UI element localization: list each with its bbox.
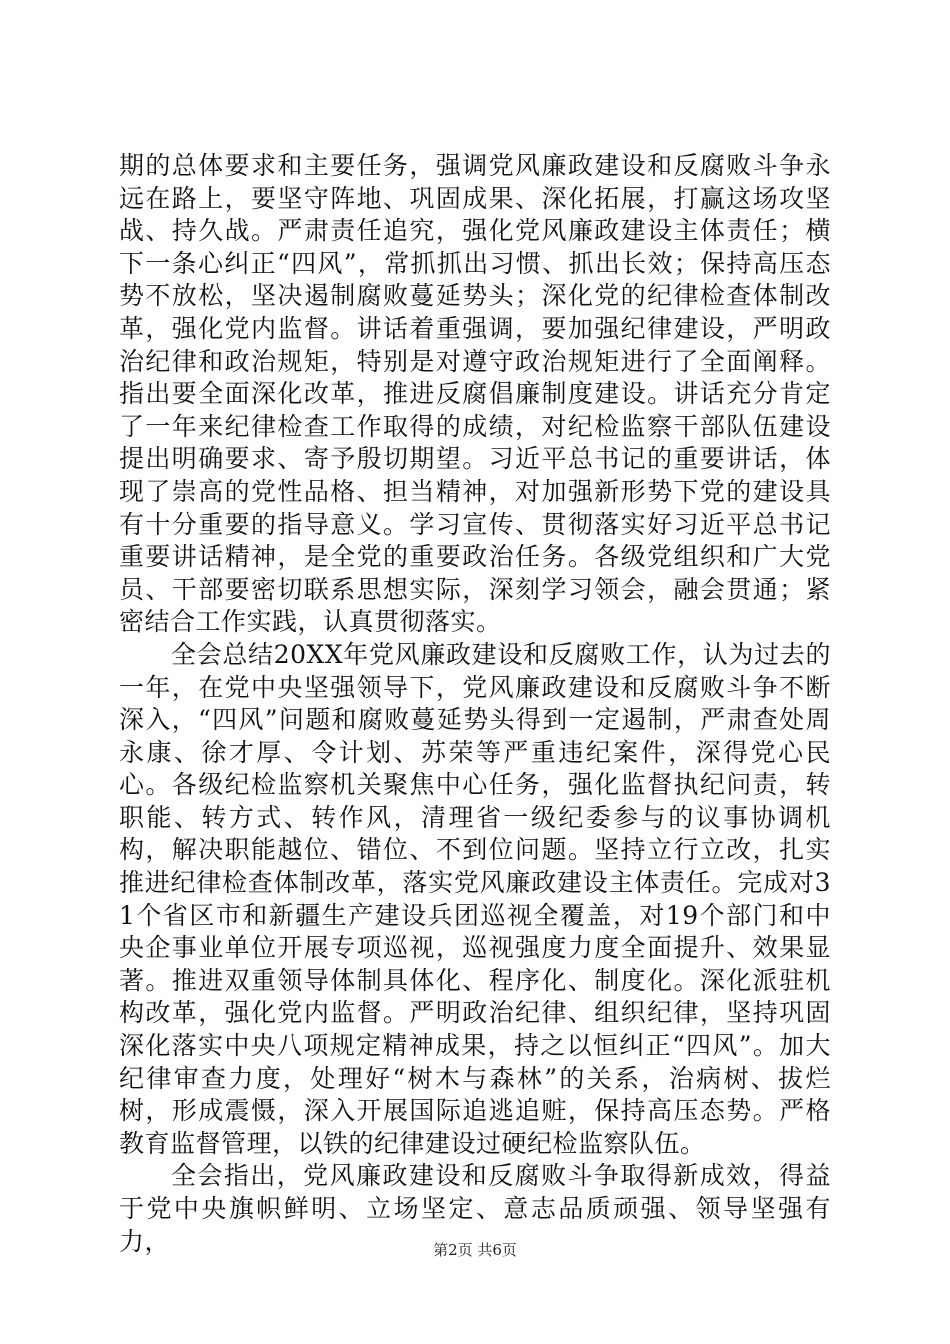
- paragraph-2: 全会总结20XX年党风廉政建设和反腐败工作，认为过去的一年，在党中央坚强领导下，党风廉政建设和反腐败斗争不断深入，“四风”问题和腐败蔓延势头得到一定遏制，严肃查处周永康、徐才厚、令计划、苏荣等严重违纪案件，深得党心民心。各级纪检监察机关聚焦中心任务，强化监督执纪问责，转职能、转方式、转作风，清理省一级纪委参与的议事协调机构，解决职能越位、错位、不到位问题。坚持立行立改，扎实推进纪律检查体制改革，落实党风廉政建设主体责任。完成对31个省区市和新疆生产建设兵团巡视全覆盖，对19个部门和中央企事业单位开展专项巡视，巡视强度力度全面提升、效果显著。推进双重领导体制具体化、程序化、制度化。深化派驻机构改革，强化党内监督。严明政治纪律、组织纪律，坚持巩固深化落实中央八项规定精神成果，持之以恒纠正“四风”。加大纪律审查力度，处理好“树木与森林”的关系，治病树、拔烂树，形成震慑，深入开展国际追逃追赃，保持高压态势。严格教育监督管理，以铁的纪律建设过硬纪检监察队伍。: [119, 639, 831, 1158]
- document-body: [119, 150, 831, 1258]
- page-footer: 第2页 共6页: [433, 1241, 517, 1259]
- paragraph-1: 期的总体要求和主要任务，强调党风廉政建设和反腐败斗争永远在路上，要坚守阵地、巩固成果、深化拓展，打赢这场攻坚战、持久战。严肃责任追究，强化党风廉政建设主体责任；横下一条心纠正“四风”，常抓抓出习惯、抓出长效；保持高压态势不放松，坚决遏制腐败蔓延势头；深化党的纪律检查体制改革，强化党内监督。讲话着重强调，要加强纪律建设，严明政治纪律和政治规矩，特别是对遵守政治规矩进行了全面阐释。指出要全面深化改革，推进反腐倡廉制度建设。讲话充分肯定了一年来纪律检查工作取得的成绩，对纪检监察干部队伍建设提出明确要求、寄予殷切期望。习近平总书记的重要讲话，体现了崇高的党性品格、担当精神，对加强新形势下党的建设具有十分重要的指导意义。学习宣传、贯彻落实好习近平总书记重要讲话精神，是全党的重要政治任务。各级党组织和广大党员、干部要密切联系思想实际，深刻学习领会，融会贯通；紧密结合工作实践，认真贯彻落实。: [119, 151, 831, 637]
- paragraph-3: 全会指出，党风廉政建设和反腐败斗争取得新成效，得益于党中央旗帜鲜明、立场坚定、意志品质顽强、领导坚强有力，: [119, 1161, 831, 1256]
